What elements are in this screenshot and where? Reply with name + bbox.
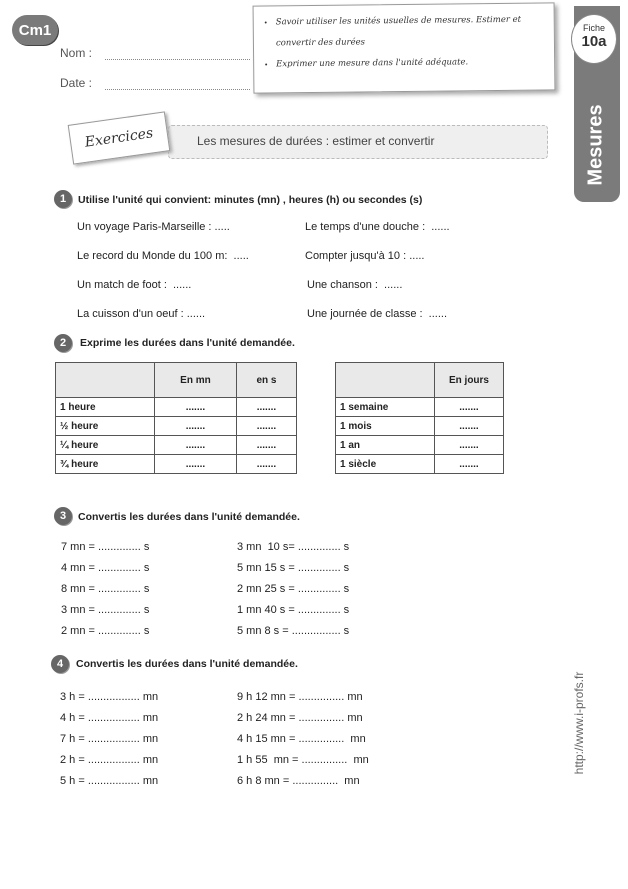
- ex4-item: 5 h = ................. mn: [60, 775, 159, 787]
- date-label: Date :: [60, 76, 93, 90]
- answer-cell[interactable]: .......: [435, 398, 504, 417]
- objectives-box: [253, 2, 556, 93]
- row-label: 1 semaine: [336, 398, 435, 417]
- ex3-item: 3 mn 10 s= .............. s: [237, 541, 350, 553]
- ex4-item: 4 h = ................. mn: [60, 712, 159, 724]
- answer-cell[interactable]: .......: [435, 417, 504, 436]
- answer-cell[interactable]: .......: [435, 455, 504, 474]
- table-header: [336, 363, 435, 398]
- row-label: ½ heure: [56, 417, 155, 436]
- fiche-badge: [571, 14, 617, 64]
- topic-title: Les mesures de durées : estimer et convertir: [197, 134, 435, 148]
- ex4-item: 3 h = ................. mn: [60, 691, 159, 703]
- table-header: En jours: [435, 363, 504, 398]
- objective-item: • Exprimer une mesure dans l'unité adéquate.: [276, 51, 554, 75]
- exercises-label: Exercices: [68, 111, 171, 164]
- table-row: [56, 455, 297, 474]
- ex4-item: 7 h = ................. mn: [60, 733, 159, 745]
- table-row: [336, 417, 504, 436]
- row-label: ¾ heure: [56, 455, 155, 474]
- conversion-table-days: [335, 362, 504, 474]
- fiche-number: 10a: [581, 33, 607, 50]
- ex1-item: Compter jusqu'à 10 : .....: [305, 250, 425, 262]
- ex3-item: 5 mn 8 s = ................ s: [237, 625, 350, 637]
- ex3-item: 7 mn = .............. s: [61, 541, 150, 553]
- row-label: ¼ heure: [56, 436, 155, 455]
- ex4-item: 1 h 55 mn = ............... mn: [237, 754, 369, 766]
- topic-banner: [168, 125, 548, 159]
- table-header: en s: [236, 363, 296, 398]
- exercise-number-3: 3: [54, 507, 72, 525]
- exercise-1-title: Utilise l'unité qui convient: minutes (mn) , heures (h) ou secondes (s): [78, 194, 423, 206]
- ex1-item: Un match de foot : ......: [77, 279, 192, 291]
- table-row: [336, 436, 504, 455]
- row-label: 1 heure: [56, 398, 155, 417]
- table-row: [56, 398, 297, 417]
- row-label: 1 mois: [336, 417, 435, 436]
- row-label: 1 siècle: [336, 455, 435, 474]
- table-row: [336, 455, 504, 474]
- ex4-item: 2 h = ................. mn: [60, 754, 159, 766]
- answer-cell[interactable]: .......: [435, 436, 504, 455]
- conversion-table-minutes: [55, 362, 297, 474]
- ex3-item: 8 mn = .............. s: [61, 583, 150, 595]
- ex3-item: 1 mn 40 s = .............. s: [237, 604, 350, 616]
- ex3-item: 5 mn 15 s = .............. s: [237, 562, 350, 574]
- ex1-item: Une journée de classe : ......: [307, 308, 448, 320]
- answer-cell[interactable]: .......: [236, 436, 296, 455]
- table-header: [56, 363, 155, 398]
- exercise-3-title: Convertis les durées dans l'unité demandée.: [78, 511, 300, 523]
- answer-cell[interactable]: .......: [236, 417, 296, 436]
- exercise-number-2: 2: [54, 334, 72, 352]
- objective-item: • Savoir utiliser les unités usuelles de mesures. Estimer et convertir des durées: [276, 9, 554, 54]
- name-label: Nom :: [60, 46, 93, 60]
- ex4-item: 2 h 24 mn = ............... mn: [237, 712, 363, 724]
- name-field[interactable]: [105, 58, 250, 60]
- table-row: [336, 398, 504, 417]
- subject-text: Mesures: [584, 104, 607, 186]
- table-row: [56, 417, 297, 436]
- exercise-number-4: 4: [51, 655, 69, 673]
- answer-cell[interactable]: .......: [155, 436, 237, 455]
- ex3-item: 3 mn = .............. s: [61, 604, 150, 616]
- ex1-item: Une chanson : ......: [307, 279, 403, 291]
- table-row: [56, 436, 297, 455]
- answer-cell[interactable]: .......: [236, 455, 296, 474]
- url-text: http://www.i-profs.fr: [572, 671, 586, 774]
- answer-cell[interactable]: .......: [155, 455, 237, 474]
- ex4-item: 4 h 15 mn = ............... mn: [237, 733, 366, 745]
- exercise-4-title: Convertis les durées dans l'unité demandée.: [76, 658, 298, 670]
- level-badge: Cm1: [12, 15, 58, 45]
- fiche-label: Fiche: [582, 23, 605, 33]
- ex4-item: 6 h 8 mn = ............... mn: [237, 775, 360, 787]
- ex3-item: 2 mn 25 s = .............. s: [237, 583, 350, 595]
- subject-title: [573, 90, 619, 200]
- answer-cell[interactable]: .......: [155, 417, 237, 436]
- ex1-item: Un voyage Paris-Marseille : .....: [77, 221, 230, 233]
- ex4-item: 9 h 12 mn = ............... mn: [237, 691, 363, 703]
- exercise-number-1: 1: [54, 190, 72, 208]
- ex3-item: 4 mn = .............. s: [61, 562, 150, 574]
- answer-cell[interactable]: .......: [155, 398, 237, 417]
- exercise-2-title: Exprime les durées dans l'unité demandée.: [80, 337, 295, 349]
- table-header: En mn: [155, 363, 237, 398]
- date-field[interactable]: [105, 88, 250, 90]
- ex3-item: 2 mn = .............. s: [61, 625, 150, 637]
- row-label: 1 an: [336, 436, 435, 455]
- ex1-item: Le temps d'une douche : ......: [305, 221, 450, 233]
- answer-cell[interactable]: .......: [236, 398, 296, 417]
- source-url[interactable]: [567, 660, 591, 785]
- ex1-item: Le record du Monde du 100 m: .....: [77, 250, 249, 262]
- ex1-item: La cuisson d'un oeuf : ......: [77, 308, 206, 320]
